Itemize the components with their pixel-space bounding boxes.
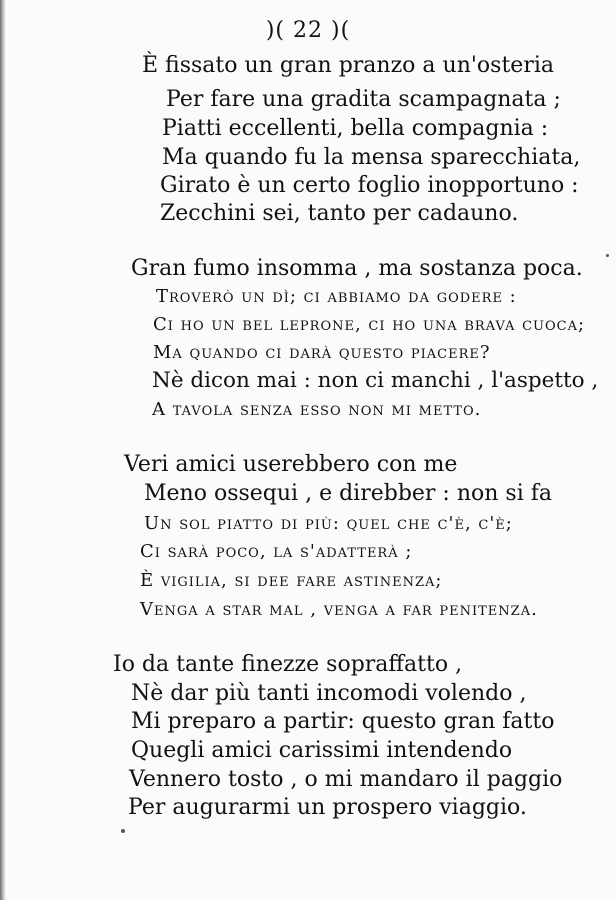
page-number: )( 22 )( bbox=[265, 18, 351, 43]
poem-line: Per fare una gradita scampagnata ; bbox=[166, 87, 561, 112]
poem-line: È vigilia, si dee fare astinenza; bbox=[140, 570, 443, 591]
poem-line: Per augurarmi un prospero viaggio. bbox=[128, 795, 527, 820]
poem-line: Vennero tosto , o mi mandaro il paggio bbox=[129, 767, 563, 792]
poem-line: Un sol piatto di più: quel che c'è, c'è; bbox=[144, 513, 513, 534]
poem-line: Veri amici userebbero con me bbox=[124, 452, 458, 477]
poem-line: Quegli amici carissimi intendendo bbox=[131, 738, 513, 763]
poem-line: Zecchini sei, tanto per cadauno. bbox=[160, 201, 519, 226]
poem-line: Io da tante finezze sopraffatto , bbox=[113, 652, 463, 677]
page-gutter-shadow bbox=[0, 0, 6, 900]
poem-line: Ma quando ci darà questo piacere? bbox=[153, 342, 491, 363]
poem-line: Gran fumo insomma , ma sostanza poca. bbox=[131, 256, 583, 281]
poem-line: È fissato un gran pranzo a un'osteria bbox=[142, 53, 554, 78]
poem-line: Venga a star mal , venga a far penitenza. bbox=[140, 599, 538, 620]
ink-speck bbox=[121, 829, 125, 833]
poem-line: Meno ossequi , e direbber : non si fa bbox=[144, 481, 552, 506]
poem-line: Girato è un certo foglio inopportuno : bbox=[160, 173, 579, 198]
poem-line: Nè dar più tanti incomodi volendo , bbox=[131, 681, 527, 706]
poem-line: Mi preparo a partir: questo gran fatto bbox=[131, 709, 555, 734]
poem-line: Ci sarà poco, la s'adatterà ; bbox=[140, 541, 413, 562]
poem-line: Ci ho un bel leprone, ci ho una brava cuoca; bbox=[153, 314, 586, 335]
poem-line: Troverò un dì; ci abbiamo da godere : bbox=[156, 286, 517, 307]
poem-line: Ma quando fu la mensa sparecchiata, bbox=[162, 145, 581, 170]
ink-speck bbox=[606, 254, 609, 257]
poem-line: A tavola senza esso non mi metto. bbox=[152, 399, 482, 420]
poem-line: Piatti eccellenti, bella compagnia : bbox=[162, 116, 549, 141]
poem-line: Nè dicon mai : non ci manchi , l'aspetto , bbox=[152, 368, 599, 393]
